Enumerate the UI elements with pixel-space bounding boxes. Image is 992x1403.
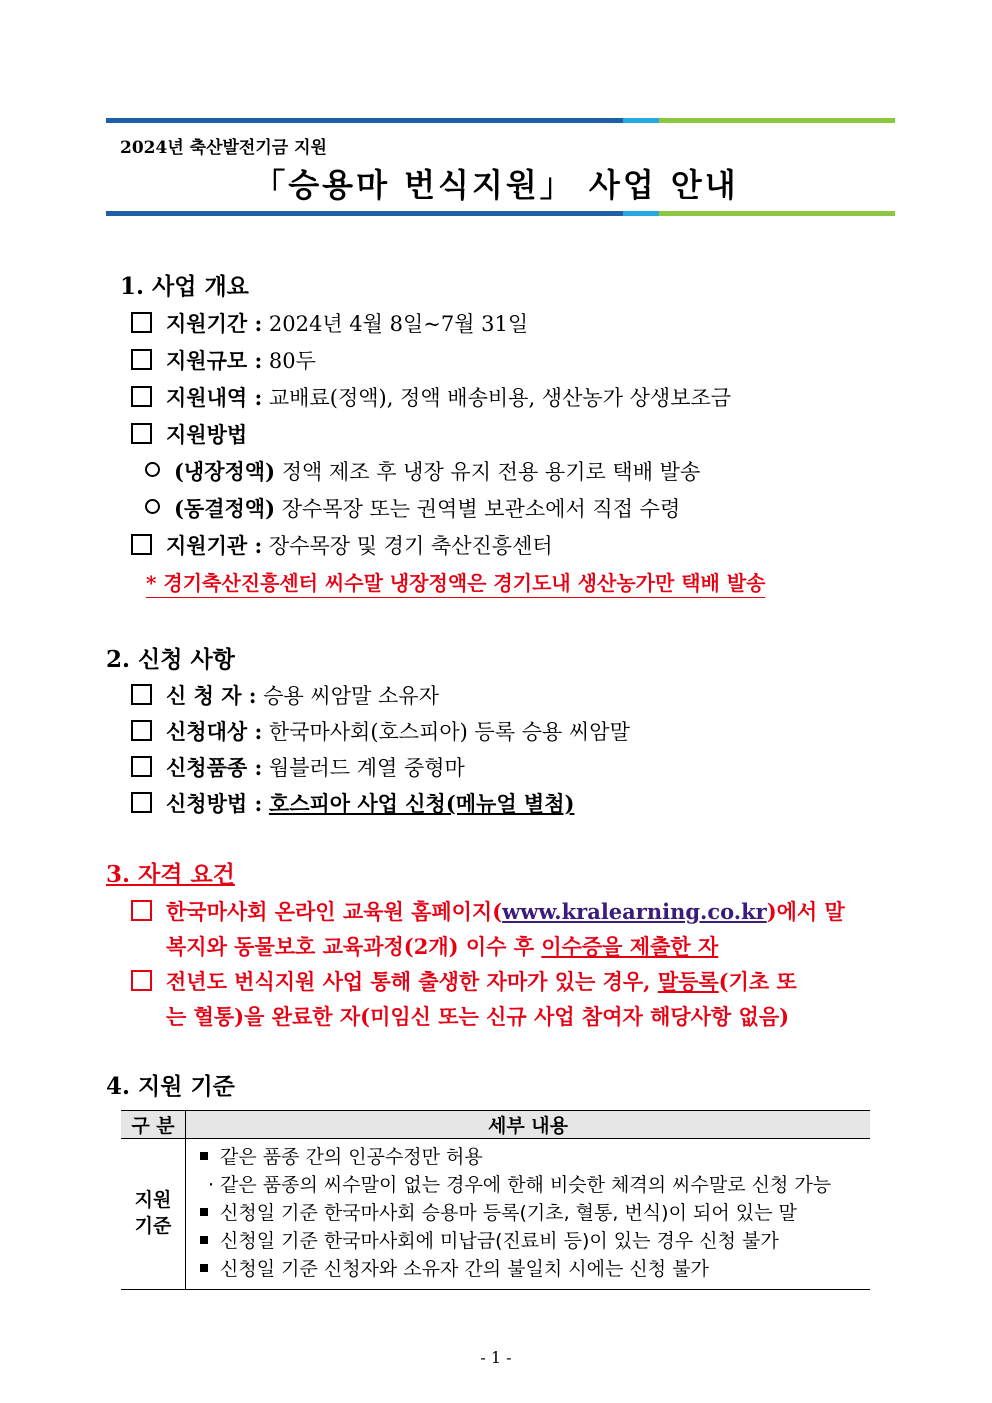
circle-bullet-icon: [145, 462, 160, 477]
apply-method: [131, 788, 574, 818]
support-period: [131, 308, 528, 338]
apply-target: [131, 716, 630, 746]
support-content: [131, 382, 731, 412]
requirement-2-line1: [131, 966, 797, 996]
applicant-label: 신 청 자 :: [166, 683, 257, 708]
header-top-bar: [106, 118, 895, 123]
list-item: [194, 1199, 870, 1227]
chilled-label: (냉장정액): [174, 459, 276, 484]
target-label: 신청대상 :: [166, 719, 263, 744]
req1-text-b: )에서 말: [766, 899, 845, 924]
criteria-table-header: [121, 1111, 870, 1139]
checkbox-icon: [131, 792, 152, 813]
period-label: 지원기간 :: [166, 311, 263, 336]
square-bullet-icon: [200, 1236, 208, 1244]
square-bullet-icon: [200, 1264, 208, 1272]
checkbox-icon: [131, 386, 152, 407]
row-label: [121, 1139, 186, 1290]
support-agency: [131, 530, 553, 560]
apply-method-label: 신청방법 :: [166, 791, 263, 816]
page-title: 「승용마 번식지원」 사업 안내: [253, 166, 739, 204]
checkbox-icon: [131, 349, 152, 370]
req1-text-a: 한국마사회 온라인 교육원 홈페이지(: [166, 899, 503, 924]
content-value: 교배료(정액), 정액 배송비용, 생산농가 상생보조금: [262, 386, 732, 410]
period-value: 2024년 4월 8일~7월 31일: [262, 312, 529, 336]
section1-heading: 1. 사업 개요: [120, 273, 249, 300]
col-category: 구 분: [121, 1111, 186, 1139]
criteria-text: 같은 품종의 씨수말이 없는 경우에 한해 비슷한 체격의 씨수말로 신청 가능: [220, 1174, 832, 1196]
target-value: 한국마사회(호스피아) 등록 승용 씨암말: [262, 720, 630, 744]
scale-label: 지원규모 :: [166, 348, 263, 373]
kralearning-link[interactable]: www.kralearning.co.kr: [502, 899, 767, 924]
checkbox-icon: [131, 684, 152, 705]
breed-label: 신청품종 :: [166, 755, 263, 780]
req2-text-d: 는 혈통)을 완료한 자(미임신 또는 신규 사업 참여자 해당사항 없음): [166, 1004, 790, 1029]
checkbox-icon: [131, 423, 152, 444]
req2-text-c: (기초 또: [718, 969, 797, 994]
method-chilled: [145, 456, 700, 486]
header-bottom-bar: [106, 211, 895, 216]
checkbox-icon: [131, 312, 152, 333]
checkbox-icon: [131, 970, 152, 991]
dot-bullet-icon: ·: [208, 1174, 215, 1196]
requirement-1-line1: [131, 896, 845, 926]
applicant-value: 승용 씨암말 소유자: [256, 684, 439, 708]
frozen-value: 장수목장 또는 권역별 보관소에서 직접 수령: [275, 497, 681, 521]
col-details: 세부 내용: [186, 1111, 871, 1139]
requirement-1-line2: [166, 931, 718, 961]
checkbox-icon: [131, 900, 152, 921]
criteria-text: 신청일 기준 신청자와 소유자 간의 불일치 시에는 신청 불가: [220, 1258, 709, 1280]
list-item: [194, 1171, 870, 1199]
criteria-text: 신청일 기준 한국마사회에 미납금(진료비 등)이 있는 경우 신청 불가: [220, 1230, 779, 1252]
frozen-label: (동결정액): [174, 496, 276, 521]
criteria-list: [186, 1139, 871, 1290]
apply-breed: [131, 752, 465, 782]
method-label: 지원방법: [166, 422, 248, 447]
criteria-table: [121, 1110, 870, 1290]
agency-value: 장수목장 및 경기 축산진흥센터: [262, 534, 553, 558]
content-label: 지원내역 :: [166, 385, 263, 410]
apply-method-value: 호스피아 사업 신청(메뉴얼 별첨): [268, 791, 575, 816]
criteria-text: 같은 품종 간의 인공수정만 허용: [220, 1146, 483, 1168]
list-item: [194, 1227, 870, 1255]
req2-text-b: 말등록: [657, 969, 719, 994]
row-label-line2: 기준: [134, 1215, 172, 1237]
breed-value: 웜블러드 계열 중형마: [262, 756, 465, 780]
agency-label: 지원기관 :: [166, 533, 263, 558]
section4-heading: 4. 지원 기준: [106, 1073, 235, 1100]
support-scale: [131, 345, 316, 375]
req2-text-a: 전년도 번식지원 사업 통해 출생한 자마가 있는 경우,: [166, 969, 658, 994]
page-number: - 1 -: [480, 1348, 512, 1367]
req1-text-d: 이수증을 제출한 자: [541, 934, 719, 959]
row-label-line1: 지원: [134, 1189, 172, 1211]
scale-value: 80두: [262, 349, 316, 373]
requirement-2-line2: [166, 1001, 789, 1031]
criteria-text: 신청일 기준 한국마사회 승용마 등록(기초, 혈통, 번식)이 되어 있는 말: [220, 1202, 797, 1224]
method-frozen: [145, 493, 680, 523]
support-method: [131, 419, 247, 449]
checkbox-icon: [131, 534, 152, 555]
table-row: [121, 1139, 870, 1290]
section2-heading: 2. 신청 사항: [106, 646, 235, 673]
section3-heading: 3. 자격 요건: [106, 861, 235, 888]
square-bullet-icon: [200, 1208, 208, 1216]
square-bullet-icon: [200, 1152, 208, 1160]
req1-text-c: 복지와 동물보호 교육과정(2개) 이수 후: [166, 934, 542, 959]
list-item: [194, 1255, 870, 1283]
circle-bullet-icon: [145, 499, 160, 514]
delivery-note: [146, 567, 765, 596]
delivery-note-text: * 경기축산진흥센터 씨수말 냉장정액은 경기도내 생산농가만 택배 발송: [146, 571, 765, 598]
applicant: [131, 680, 439, 710]
header-subtitle: 2024년 축산발전기금 지원: [120, 138, 327, 158]
checkbox-icon: [131, 756, 152, 777]
chilled-value: 정액 제조 후 냉장 유지 전용 용기로 택배 발송: [275, 460, 701, 484]
checkbox-icon: [131, 720, 152, 741]
list-item: [194, 1143, 870, 1171]
